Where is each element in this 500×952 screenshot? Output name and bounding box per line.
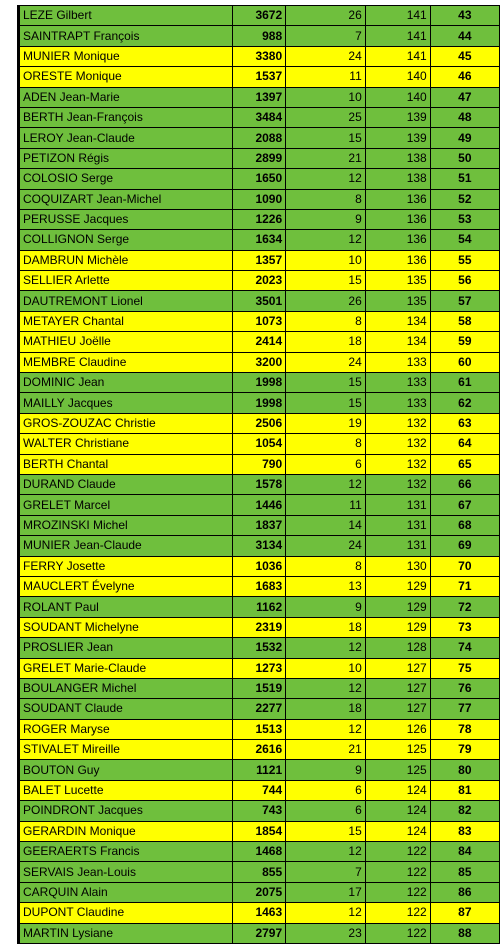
- table-row: [19, 454, 500, 474]
- games-played-cell: 6: [286, 780, 366, 800]
- rank-cell: 82: [430, 801, 499, 821]
- rank-cell: 57: [430, 291, 499, 311]
- table-row: [19, 332, 500, 352]
- player-name-cell: SOUDANT Michelyne: [19, 617, 233, 637]
- rank-cell: 64: [430, 434, 499, 454]
- rank-cell: 59: [430, 332, 499, 352]
- table-row: [19, 638, 500, 658]
- rank-cell: 86: [430, 882, 499, 902]
- games-played-cell: 10: [286, 658, 366, 678]
- average-cell: 122: [365, 903, 430, 923]
- average-cell: 124: [365, 821, 430, 841]
- player-name-cell: SAINTRAPT François: [19, 26, 233, 46]
- average-cell: 139: [365, 128, 430, 148]
- table-row: [19, 67, 500, 87]
- total-points-cell: 1513: [233, 719, 286, 739]
- average-cell: 127: [365, 658, 430, 678]
- total-points-cell: 1036: [233, 556, 286, 576]
- average-cell: 139: [365, 107, 430, 127]
- games-played-cell: 24: [286, 536, 366, 556]
- rank-cell: 53: [430, 209, 499, 229]
- games-played-cell: 9: [286, 760, 366, 780]
- table-row: [19, 719, 500, 739]
- average-cell: 127: [365, 699, 430, 719]
- total-points-cell: 1683: [233, 576, 286, 596]
- average-cell: 128: [365, 638, 430, 658]
- table-row: [19, 148, 500, 168]
- player-name-cell: GRELET Marcel: [19, 495, 233, 515]
- rank-cell: 60: [430, 352, 499, 372]
- games-played-cell: 15: [286, 373, 366, 393]
- table-row: [19, 6, 500, 26]
- total-points-cell: 3380: [233, 46, 286, 66]
- table-row: [19, 474, 500, 494]
- games-played-cell: 8: [286, 311, 366, 331]
- player-name-cell: BOUTON Guy: [19, 760, 233, 780]
- average-cell: 122: [365, 882, 430, 902]
- player-name-cell: DURAND Claude: [19, 474, 233, 494]
- total-points-cell: 1650: [233, 169, 286, 189]
- average-cell: 133: [365, 393, 430, 413]
- table-row: [19, 801, 500, 821]
- games-played-cell: 9: [286, 209, 366, 229]
- average-cell: 135: [365, 291, 430, 311]
- games-played-cell: 12: [286, 474, 366, 494]
- table-row: [19, 26, 500, 46]
- rank-cell: 88: [430, 923, 499, 943]
- average-cell: 138: [365, 169, 430, 189]
- average-cell: 131: [365, 536, 430, 556]
- player-name-cell: LEZE Gilbert: [19, 6, 233, 26]
- table-row: [19, 842, 500, 862]
- average-cell: 127: [365, 678, 430, 698]
- rank-cell: 72: [430, 597, 499, 617]
- table-row: [19, 903, 500, 923]
- average-cell: 134: [365, 311, 430, 331]
- rank-cell: 67: [430, 495, 499, 515]
- total-points-cell: 1837: [233, 515, 286, 535]
- games-played-cell: 10: [286, 87, 366, 107]
- table-row: [19, 923, 500, 943]
- total-points-cell: 1468: [233, 842, 286, 862]
- total-points-cell: 744: [233, 780, 286, 800]
- average-cell: 132: [365, 474, 430, 494]
- rank-cell: 77: [430, 699, 499, 719]
- total-points-cell: 2506: [233, 413, 286, 433]
- average-cell: 136: [365, 230, 430, 250]
- player-name-cell: BALET Lucette: [19, 780, 233, 800]
- table-row: [19, 373, 500, 393]
- table-row: [19, 87, 500, 107]
- player-name-cell: MAUCLERT Évelyne: [19, 576, 233, 596]
- games-played-cell: 8: [286, 556, 366, 576]
- total-points-cell: 2319: [233, 617, 286, 637]
- total-points-cell: 2023: [233, 271, 286, 291]
- average-cell: 129: [365, 617, 430, 637]
- table-row: [19, 311, 500, 331]
- player-name-cell: DAUTREMONT Lionel: [19, 291, 233, 311]
- games-played-cell: 12: [286, 169, 366, 189]
- average-cell: 130: [365, 556, 430, 576]
- total-points-cell: 1054: [233, 434, 286, 454]
- games-played-cell: 18: [286, 699, 366, 719]
- player-name-cell: ADEN Jean-Marie: [19, 87, 233, 107]
- total-points-cell: 3672: [233, 6, 286, 26]
- total-points-cell: 1854: [233, 821, 286, 841]
- total-points-cell: 1397: [233, 87, 286, 107]
- total-points-cell: 1090: [233, 189, 286, 209]
- player-name-cell: COQUIZART Jean-Michel: [19, 189, 233, 209]
- games-played-cell: 18: [286, 332, 366, 352]
- table-row: [19, 209, 500, 229]
- average-cell: 133: [365, 352, 430, 372]
- player-name-cell: DOMINIC Jean: [19, 373, 233, 393]
- table-row: [19, 413, 500, 433]
- average-cell: 136: [365, 250, 430, 270]
- games-played-cell: 6: [286, 801, 366, 821]
- average-cell: 136: [365, 209, 430, 229]
- rank-cell: 74: [430, 638, 499, 658]
- rank-cell: 63: [430, 413, 499, 433]
- total-points-cell: 988: [233, 26, 286, 46]
- rank-cell: 80: [430, 760, 499, 780]
- games-played-cell: 7: [286, 862, 366, 882]
- total-points-cell: 1226: [233, 209, 286, 229]
- average-cell: 125: [365, 740, 430, 760]
- table-row: [19, 678, 500, 698]
- games-played-cell: 23: [286, 923, 366, 943]
- player-name-cell: BOULANGER Michel: [19, 678, 233, 698]
- player-name-cell: GROS-ZOUZAC Christie: [19, 413, 233, 433]
- player-name-cell: MUNIER Jean-Claude: [19, 536, 233, 556]
- table-row: [19, 128, 500, 148]
- player-name-cell: PETIZON Régis: [19, 148, 233, 168]
- total-points-cell: 1073: [233, 311, 286, 331]
- total-points-cell: 1121: [233, 760, 286, 780]
- ranking-table-body: [19, 6, 500, 944]
- player-name-cell: DUPONT Claudine: [19, 903, 233, 923]
- average-cell: 131: [365, 515, 430, 535]
- games-played-cell: 14: [286, 515, 366, 535]
- rank-cell: 46: [430, 67, 499, 87]
- total-points-cell: 1162: [233, 597, 286, 617]
- player-name-cell: SOUDANT Claude: [19, 699, 233, 719]
- player-name-cell: BERTH Chantal: [19, 454, 233, 474]
- player-name-cell: ROLANT Paul: [19, 597, 233, 617]
- games-played-cell: 12: [286, 230, 366, 250]
- games-played-cell: 15: [286, 393, 366, 413]
- games-played-cell: 18: [286, 617, 366, 637]
- table-row: [19, 862, 500, 882]
- player-name-cell: MUNIER Monique: [19, 46, 233, 66]
- rank-cell: 56: [430, 271, 499, 291]
- games-played-cell: 17: [286, 882, 366, 902]
- total-points-cell: 2797: [233, 923, 286, 943]
- player-name-cell: SELLIER Arlette: [19, 271, 233, 291]
- player-name-cell: DAMBRUN Michèle: [19, 250, 233, 270]
- rank-cell: 43: [430, 6, 499, 26]
- games-played-cell: 8: [286, 434, 366, 454]
- average-cell: 141: [365, 46, 430, 66]
- games-played-cell: 8: [286, 189, 366, 209]
- total-points-cell: 2899: [233, 148, 286, 168]
- rank-cell: 69: [430, 536, 499, 556]
- table-row: [19, 536, 500, 556]
- rank-cell: 44: [430, 26, 499, 46]
- average-cell: 122: [365, 923, 430, 943]
- table-row: [19, 271, 500, 291]
- games-played-cell: 12: [286, 842, 366, 862]
- rank-cell: 84: [430, 842, 499, 862]
- total-points-cell: 3134: [233, 536, 286, 556]
- player-name-cell: MARTIN Lysiane: [19, 923, 233, 943]
- player-name-cell: GRELET Marie-Claude: [19, 658, 233, 678]
- table-row: [19, 617, 500, 637]
- rank-cell: 62: [430, 393, 499, 413]
- player-name-cell: ROGER Maryse: [19, 719, 233, 739]
- table-row: [19, 250, 500, 270]
- total-points-cell: 1578: [233, 474, 286, 494]
- player-name-cell: POINDRONT Jacques: [19, 801, 233, 821]
- average-cell: 140: [365, 87, 430, 107]
- rank-cell: 75: [430, 658, 499, 678]
- games-played-cell: 24: [286, 46, 366, 66]
- games-played-cell: 19: [286, 413, 366, 433]
- table-row: [19, 291, 500, 311]
- games-played-cell: 6: [286, 454, 366, 474]
- player-name-cell: PERUSSE Jacques: [19, 209, 233, 229]
- rank-cell: 58: [430, 311, 499, 331]
- average-cell: 125: [365, 760, 430, 780]
- table-row: [19, 46, 500, 66]
- games-played-cell: 10: [286, 250, 366, 270]
- table-row: [19, 352, 500, 372]
- rank-cell: 71: [430, 576, 499, 596]
- player-name-cell: COLOSIO Serge: [19, 169, 233, 189]
- average-cell: 122: [365, 842, 430, 862]
- player-name-cell: MATHIEU Joëlle: [19, 332, 233, 352]
- rank-cell: 87: [430, 903, 499, 923]
- rank-cell: 68: [430, 515, 499, 535]
- table-row: [19, 597, 500, 617]
- games-played-cell: 12: [286, 638, 366, 658]
- player-name-cell: STIVALET Mireille: [19, 740, 233, 760]
- player-name-cell: WALTER Christiane: [19, 434, 233, 454]
- table-row: [19, 393, 500, 413]
- table-row: [19, 658, 500, 678]
- player-name-cell: SERVAIS Jean-Louis: [19, 862, 233, 882]
- rank-cell: 52: [430, 189, 499, 209]
- table-row: [19, 699, 500, 719]
- games-played-cell: 9: [286, 597, 366, 617]
- rank-cell: 81: [430, 780, 499, 800]
- total-points-cell: 3501: [233, 291, 286, 311]
- average-cell: 132: [365, 454, 430, 474]
- average-cell: 124: [365, 780, 430, 800]
- games-played-cell: 26: [286, 291, 366, 311]
- table-row: [19, 556, 500, 576]
- player-name-cell: GERARDIN Monique: [19, 821, 233, 841]
- table-row: [19, 740, 500, 760]
- rank-cell: 45: [430, 46, 499, 66]
- rank-cell: 55: [430, 250, 499, 270]
- rank-cell: 85: [430, 862, 499, 882]
- rank-cell: 47: [430, 87, 499, 107]
- total-points-cell: 1634: [233, 230, 286, 250]
- table-row: [19, 515, 500, 535]
- average-cell: 124: [365, 801, 430, 821]
- games-played-cell: 25: [286, 107, 366, 127]
- rank-cell: 70: [430, 556, 499, 576]
- total-points-cell: 2075: [233, 882, 286, 902]
- games-played-cell: 11: [286, 67, 366, 87]
- average-cell: 134: [365, 332, 430, 352]
- average-cell: 129: [365, 597, 430, 617]
- table-row: [19, 821, 500, 841]
- games-played-cell: 12: [286, 719, 366, 739]
- total-points-cell: 2616: [233, 740, 286, 760]
- average-cell: 132: [365, 434, 430, 454]
- table-row: [19, 495, 500, 515]
- games-played-cell: 21: [286, 740, 366, 760]
- average-cell: 140: [365, 67, 430, 87]
- player-name-cell: FERRY Josette: [19, 556, 233, 576]
- total-points-cell: 3484: [233, 107, 286, 127]
- rank-cell: 61: [430, 373, 499, 393]
- table-row: [19, 107, 500, 127]
- average-cell: 132: [365, 413, 430, 433]
- player-name-cell: PROSLIER Jean: [19, 638, 233, 658]
- games-played-cell: 7: [286, 26, 366, 46]
- total-points-cell: 1537: [233, 67, 286, 87]
- player-name-cell: ORESTE Monique: [19, 67, 233, 87]
- total-points-cell: 1998: [233, 393, 286, 413]
- games-played-cell: 15: [286, 271, 366, 291]
- table-row: [19, 576, 500, 596]
- player-name-cell: GEERAERTS Francis: [19, 842, 233, 862]
- table-row: [19, 189, 500, 209]
- rank-cell: 49: [430, 128, 499, 148]
- average-cell: 141: [365, 6, 430, 26]
- player-name-cell: COLLIGNON Serge: [19, 230, 233, 250]
- total-points-cell: 2414: [233, 332, 286, 352]
- average-cell: 138: [365, 148, 430, 168]
- games-played-cell: 11: [286, 495, 366, 515]
- ranking-table: [17, 5, 500, 944]
- average-cell: 126: [365, 719, 430, 739]
- games-played-cell: 12: [286, 678, 366, 698]
- rank-cell: 78: [430, 719, 499, 739]
- total-points-cell: 790: [233, 454, 286, 474]
- player-name-cell: CARQUIN Alain: [19, 882, 233, 902]
- rank-cell: 73: [430, 617, 499, 637]
- player-name-cell: MAILLY Jacques: [19, 393, 233, 413]
- table-row: [19, 760, 500, 780]
- average-cell: 129: [365, 576, 430, 596]
- total-points-cell: 1463: [233, 903, 286, 923]
- player-name-cell: LEROY Jean-Claude: [19, 128, 233, 148]
- total-points-cell: 3200: [233, 352, 286, 372]
- average-cell: 133: [365, 373, 430, 393]
- player-name-cell: METAYER Chantal: [19, 311, 233, 331]
- rank-cell: 66: [430, 474, 499, 494]
- games-played-cell: 15: [286, 821, 366, 841]
- player-name-cell: MEMBRE Claudine: [19, 352, 233, 372]
- total-points-cell: 743: [233, 801, 286, 821]
- games-played-cell: 13: [286, 576, 366, 596]
- games-played-cell: 21: [286, 148, 366, 168]
- average-cell: 135: [365, 271, 430, 291]
- table-row: [19, 882, 500, 902]
- games-played-cell: 12: [286, 903, 366, 923]
- total-points-cell: 1446: [233, 495, 286, 515]
- rank-cell: 50: [430, 148, 499, 168]
- table-row: [19, 169, 500, 189]
- total-points-cell: 2277: [233, 699, 286, 719]
- player-name-cell: MROZINSKI Michel: [19, 515, 233, 535]
- total-points-cell: 1519: [233, 678, 286, 698]
- average-cell: 122: [365, 862, 430, 882]
- rank-cell: 79: [430, 740, 499, 760]
- total-points-cell: 1532: [233, 638, 286, 658]
- rank-cell: 83: [430, 821, 499, 841]
- rank-cell: 54: [430, 230, 499, 250]
- player-name-cell: BERTH Jean-François: [19, 107, 233, 127]
- total-points-cell: 1357: [233, 250, 286, 270]
- games-played-cell: 24: [286, 352, 366, 372]
- total-points-cell: 855: [233, 862, 286, 882]
- table-row: [19, 780, 500, 800]
- total-points-cell: 1998: [233, 373, 286, 393]
- table-row: [19, 434, 500, 454]
- games-played-cell: 15: [286, 128, 366, 148]
- total-points-cell: 1273: [233, 658, 286, 678]
- rank-cell: 51: [430, 169, 499, 189]
- rank-cell: 48: [430, 107, 499, 127]
- rank-cell: 65: [430, 454, 499, 474]
- total-points-cell: 2088: [233, 128, 286, 148]
- average-cell: 136: [365, 189, 430, 209]
- table-row: [19, 230, 500, 250]
- average-cell: 131: [365, 495, 430, 515]
- average-cell: 141: [365, 26, 430, 46]
- games-played-cell: 26: [286, 6, 366, 26]
- rank-cell: 76: [430, 678, 499, 698]
